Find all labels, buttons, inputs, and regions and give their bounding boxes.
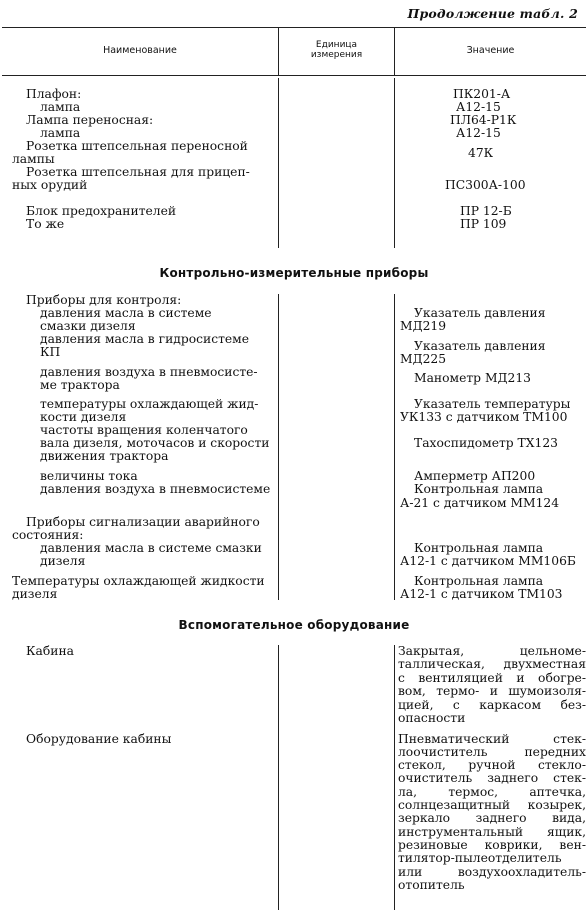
item-name: Блок предохранителей	[26, 204, 177, 218]
item-value: А12-15	[456, 100, 501, 114]
item-name: температуры охлаждающей жид-	[40, 397, 259, 411]
item-value: Манометр МД213	[414, 371, 532, 385]
cabin-description-line: вом, термо- и шумоизоля-	[398, 684, 586, 698]
equipment-description-line: инструментальный ящик,	[398, 825, 586, 839]
item-name: ме трактора	[40, 378, 120, 392]
item-value: Контрольная лампа	[414, 541, 544, 555]
equipment-description-line: лоочиститель передних	[398, 745, 586, 759]
item-name: Приборы сигнализации аварийного	[26, 515, 260, 529]
section2-divider-1	[278, 294, 279, 600]
item-value: 47К	[468, 146, 494, 160]
cabin-description-line: Закрытая, цельноме-	[398, 644, 586, 658]
item-name: давления масла в системе	[40, 306, 212, 320]
item-name: величины тока	[40, 469, 138, 483]
section1-divider-1	[278, 78, 279, 248]
item-name: кости дизеля	[40, 410, 127, 424]
section3-divider-1	[278, 645, 279, 910]
item-value: Контрольная лампа	[414, 574, 544, 588]
item-value: ПР 12-Б	[460, 204, 512, 218]
item-value: А-21 с датчиком ММ124	[400, 496, 560, 510]
item-name: ных орудий	[12, 178, 88, 192]
cabin-description-line: таллическая, двухместная	[398, 657, 586, 671]
item-name: смазки дизеля	[40, 319, 136, 333]
equipment-description-line: стекол, ручной стекло-	[398, 758, 586, 772]
item-value: Указатель температуры	[414, 397, 571, 411]
item-name: Лампа переносная:	[26, 113, 154, 127]
item-value: Амперметр АП200	[414, 469, 536, 483]
item-name: Розетка штепсельная переносной	[26, 139, 248, 153]
item-name: давления масла в гидросистеме	[40, 332, 250, 346]
item-value: А12-1 с датчиком ММ106Б	[400, 554, 576, 568]
equipment-description-line: тилятор-пылеотделитель	[398, 851, 562, 865]
item-value: МД219	[400, 319, 447, 333]
header-top-rule	[2, 27, 586, 28]
item-name: Температуры охлаждающей жидкости	[12, 574, 265, 588]
equipment-description-line: ла, термос, аптечка,	[398, 785, 586, 799]
item-name: дизеля	[12, 587, 58, 601]
cabin-description-line: опасности	[398, 711, 466, 725]
equipment-description-line: резиновые коврики, вен-	[398, 838, 586, 852]
item-name: частоты вращения коленчатого	[40, 423, 248, 437]
section3-divider-2	[394, 645, 395, 910]
item-value: Указатель давления	[414, 306, 546, 320]
item-name: давления воздуха в пневмосистеме	[40, 482, 271, 496]
item-name: То же	[26, 217, 65, 231]
equipment-description-line: очиститель заднего стек-	[398, 771, 586, 785]
item-name: КП	[40, 345, 61, 359]
equipment-description-line: солнцезащитный козырек,	[398, 798, 586, 812]
section-title-instruments: Контрольно-измерительные приборы	[159, 266, 429, 280]
item-name: Оборудование кабины	[26, 732, 172, 746]
item-value: Указатель давления	[414, 339, 546, 353]
item-name: дизеля	[40, 554, 86, 568]
item-name: лампа	[40, 100, 81, 114]
equipment-description-line: Пневматический стек-	[398, 732, 586, 746]
item-name: давления воздуха в пневмосисте-	[40, 365, 258, 379]
header-bottom-rule	[2, 75, 586, 76]
section1-divider-2	[394, 78, 395, 248]
item-name: состояния:	[12, 528, 84, 542]
continuation-label: Продолжение табл. 2	[407, 6, 578, 21]
item-name: Плафон:	[26, 87, 82, 101]
column-header-unit-line2: измерения	[310, 50, 363, 60]
item-value: ПР 109	[460, 217, 507, 231]
cabin-description-line: с вентиляцией и обогре-	[398, 671, 586, 685]
item-value: ПК201-А	[453, 87, 511, 101]
item-name: вала дизеля, моточасов и скорости	[40, 436, 270, 450]
item-value: Контрольная лампа	[414, 482, 544, 496]
item-name: Розетка штепсельная для прицеп-	[26, 165, 250, 179]
section2-divider-2	[394, 294, 395, 600]
equipment-description-line: или воздухоохладитель-	[398, 865, 586, 879]
item-value: ПС300А-100	[445, 178, 526, 192]
item-value: УК133 с датчиком ТМ100	[400, 410, 568, 424]
item-name: Кабина	[26, 644, 74, 658]
section-title-auxiliary: Вспомогательное оборудование	[178, 618, 410, 632]
item-value: ПЛ64-Р1К	[450, 113, 517, 127]
column-header-unit-line1: Единица	[315, 40, 358, 50]
item-name: Приборы для контроля:	[26, 293, 182, 307]
cabin-description-line: цией, с каркасом без-	[398, 698, 586, 712]
item-value: А12-1 с датчиком ТМ103	[400, 587, 563, 601]
item-name: движения трактора	[40, 449, 169, 463]
column-header-value: Значение	[466, 45, 515, 56]
item-value: МД225	[400, 352, 447, 366]
equipment-description-line: отопитель	[398, 878, 465, 892]
item-name: лампы	[12, 152, 55, 166]
item-name: лампа	[40, 126, 81, 140]
item-name: давления масла в системе смазки	[40, 541, 262, 555]
item-value: Тахоспидометр ТХ123	[414, 436, 558, 450]
item-value: А12-15	[456, 126, 501, 140]
column-header-name: Наименование	[103, 45, 177, 56]
equipment-description-line: зеркало заднего вида,	[398, 811, 586, 825]
